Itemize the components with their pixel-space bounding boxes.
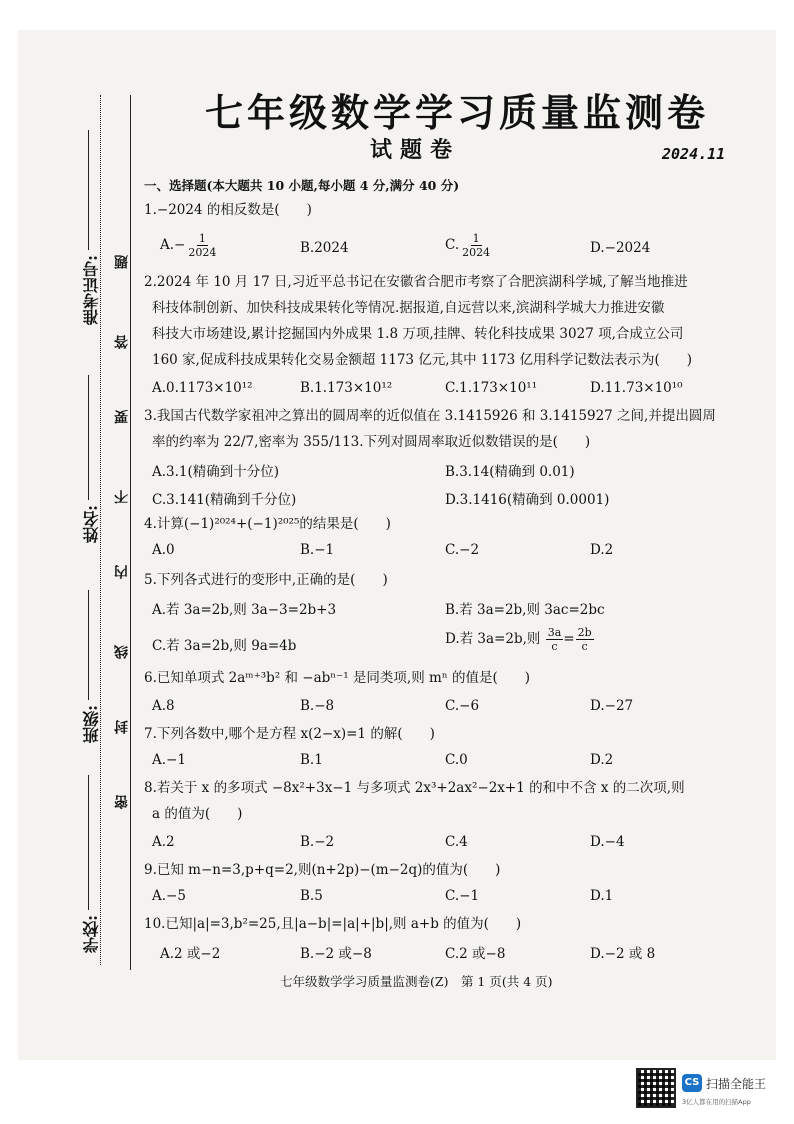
name-line [88, 375, 89, 500]
question-option: C.0 [445, 752, 468, 768]
question-option: A.3.1(精确到十分位) [152, 464, 280, 480]
question-option: B.1 [300, 752, 323, 768]
question-stem-line: 8.若关于 x 的多项式 −8x²+3x−1 与多项式 2x³+2ax²−2x+1 的和中不含 x 的二次项,则 [144, 780, 685, 796]
binding-char: 题 [114, 255, 130, 269]
scanner-app-name: 扫描全能王 [706, 1077, 767, 1091]
question-stem: 5.下列各式进行的变形中,正确的是( ) [144, 572, 388, 588]
question-option: A.2 或−2 [160, 946, 221, 962]
question-option: C.1.173×10¹¹ [445, 380, 538, 396]
question-option: D.2 [590, 752, 614, 768]
question-stem: 1.−2024 的相反数是( ) [144, 202, 312, 218]
question-option: B.−8 [300, 698, 335, 714]
binding-border-line [130, 95, 131, 970]
exam-id-line [88, 130, 89, 250]
qr-code-icon [636, 1068, 676, 1108]
question-option: B.若 3a=2b,则 3ac=2bc [445, 602, 605, 618]
question-option: D.−2024 [590, 240, 651, 256]
binding-char: 封 [114, 720, 130, 734]
question-option: C.2 或−8 [445, 946, 506, 962]
question-stem-line: 率的约率为 22/7,密率为 355/113.下列对圆周率取近似数错误的是( ) [152, 434, 591, 450]
question-stem: 7.下列各数中,哪个是方程 x(2−x)=1 的解( ) [144, 726, 435, 742]
page-footer: 七年级数学学习质量监测卷(Z) 第 1 页(共 4 页) [280, 974, 553, 989]
binding-char: 不 [114, 490, 130, 504]
question-option: D.1 [590, 888, 614, 904]
question-option: D.2 [590, 542, 614, 558]
question-option: B.1.173×10¹² [300, 380, 393, 396]
binding-char: 要 [114, 410, 130, 424]
question-option: D.−2 或 8 [590, 946, 656, 962]
question-stem-line: 科技体制创新、加快科技成果转化等情况.据报道,自远营以来,滨湖科学城大力推进安徽 [152, 300, 665, 316]
question-option: C.若 3a=2b,则 9a=4b [152, 638, 297, 654]
exam-id-label: 准考证号: [82, 255, 101, 325]
question-option: D.11.73×10¹⁰ [590, 380, 683, 396]
question-option: A.8 [152, 698, 175, 714]
question-option: D.3.1416(精确到 0.0001) [445, 492, 610, 508]
question-stem-line: a 的值为( ) [152, 806, 243, 822]
question-stem-line: 3.我国古代数学家祖冲之算出的圆周率的近似值在 3.1415926 和 3.1415927 之间,并提出圆周 [144, 408, 716, 424]
question-option: B.−2 或−8 [300, 946, 372, 962]
question-option: C.−2 [445, 542, 480, 558]
question-option: A.−1 [152, 752, 186, 768]
question-option: C.3.141(精确到千分位) [152, 492, 297, 508]
question-option: C.−1 [445, 888, 480, 904]
page-subtitle: 试题卷 [370, 137, 461, 163]
question-option: A.2 [152, 834, 175, 850]
question-option: B.5 [300, 888, 323, 904]
question-stem-line: 科技大市场建设,累计挖掘国内外成果 1.8 万项,挂牌、转化科技成果 3027 项,合成立公司 [152, 326, 684, 342]
question-option: C.−6 [445, 698, 480, 714]
question-option: B.−2 [300, 834, 335, 850]
page-title: 七年级数学学习质量监测卷 [205, 90, 710, 135]
question-option: D.若 3a=2b,则 $\frac{3a}{c}$ = $\frac{2b}{c}$ [445, 626, 592, 653]
question-stem: 6.已知单项式 2aᵐ⁺³b² 和 −abⁿ⁻¹ 是同类项,则 mⁿ 的值是( ) [144, 670, 530, 686]
question-stem-line: 2.2024 年 10 月 17 日,习近平总书记在安徽省合肥市考察了合肥滨湖科学城,了解当地推进 [144, 274, 688, 290]
question-stem: 4.计算(−1)²⁰²⁴+(−1)²⁰²⁵的结果是( ) [144, 516, 391, 532]
question-option: D.−27 [590, 698, 634, 714]
school-line [88, 775, 89, 910]
binding-char: 密 [114, 795, 130, 809]
scanner-tagline: 3亿人都在用的扫描App [682, 1098, 751, 1106]
class-line [88, 590, 89, 700]
question-stem: 10.已知|a|=3,b²=25,且|a−b|=|a|+|b|,则 a+b 的值为( ) [144, 916, 522, 932]
binding-char: 内 [114, 565, 130, 579]
question-option: A.若 3a=2b,则 3a−3=2b+3 [152, 602, 337, 618]
school-label: 学校: [82, 915, 101, 953]
exam-date: 2024.11 [662, 145, 726, 163]
question-option: B.3.14(精确到 0.01) [445, 464, 575, 480]
section-heading: 一、选择题(本大题共 10 小题,每小题 4 分,满分 40 分) [144, 178, 460, 193]
binding-char: 线 [114, 645, 130, 659]
question-option: D.−4 [590, 834, 625, 850]
question-option: A.− $\frac{1}{2024}$ [160, 232, 217, 259]
name-label: 姓名: [82, 505, 101, 543]
question-option: A.0 [152, 542, 175, 558]
question-option: B.−1 [300, 542, 335, 558]
binding-char: 答 [114, 335, 130, 349]
question-option: C. $\frac{1}{2024}$ [445, 232, 491, 259]
question-option: B.2024 [300, 240, 349, 256]
question-stem-line: 160 家,促成科技成果转化交易金额超 1173 亿元,其中 1173 亿用科学记数法表示为( ) [152, 352, 693, 368]
question-option: A.−5 [152, 888, 186, 904]
question-stem: 9.已知 m−n=3,p+q=2,则(n+2p)−(m−2q)的值为( ) [144, 862, 501, 878]
camscanner-logo-icon: CS [682, 1074, 702, 1092]
question-option: C.4 [445, 834, 468, 850]
question-option: A.0.1173×10¹² [152, 380, 253, 396]
class-label: 班级: [82, 705, 101, 743]
